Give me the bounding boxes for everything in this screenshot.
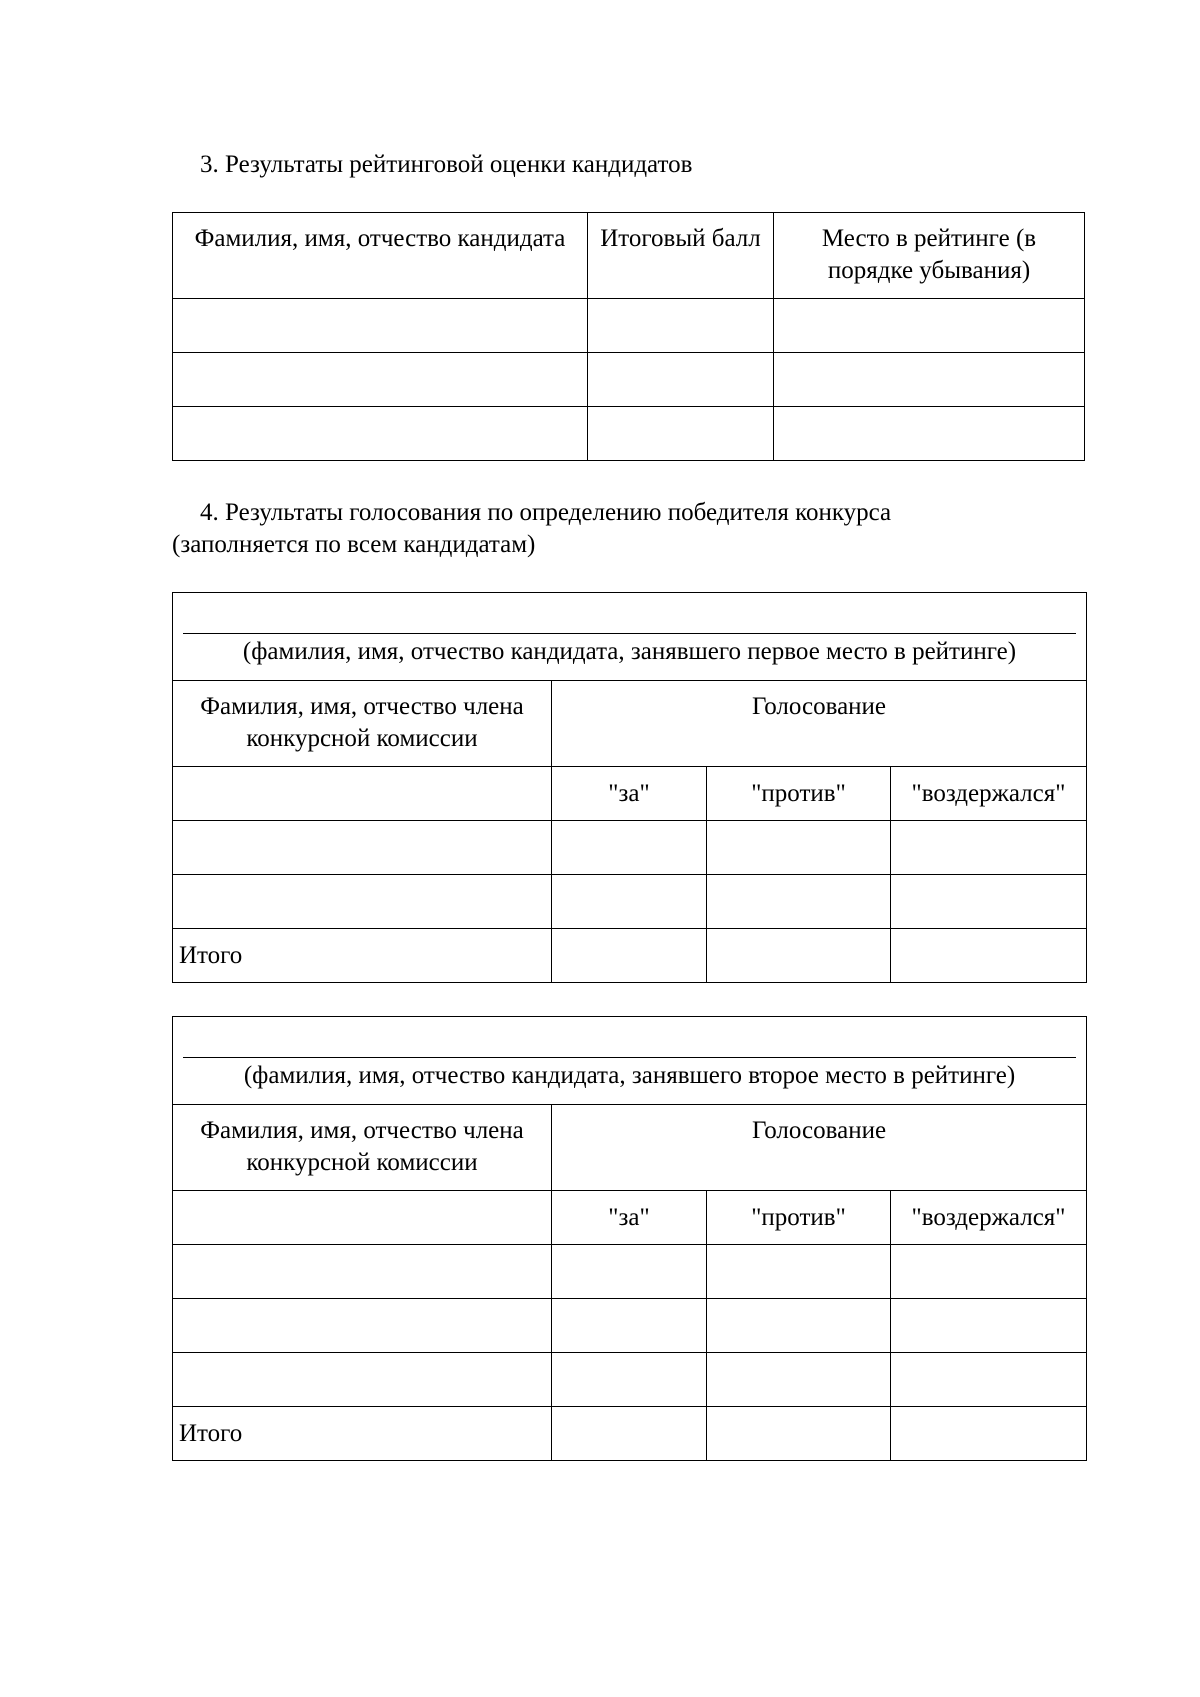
total-row: [173, 1407, 1087, 1461]
vote-option-against: "против": [707, 1191, 891, 1245]
voting-table-first-place: [172, 592, 1087, 983]
table-cell[interactable]: [552, 1407, 707, 1461]
column-header-candidate-name: Фамилия, имя, отчество кандидата: [173, 213, 588, 299]
section-4-title-line1: 4. Результаты голосования по определению победителя конкурса: [200, 499, 892, 526]
table-cell[interactable]: [707, 1245, 891, 1299]
voting-table-header: [173, 681, 1087, 767]
vote-options-row: [173, 767, 1087, 821]
table-cell[interactable]: [552, 1245, 707, 1299]
table-row: [173, 875, 1087, 929]
table-cell[interactable]: [588, 299, 774, 353]
rating-table-header: [173, 213, 1085, 299]
table-row: [173, 821, 1087, 875]
table-cell[interactable]: [173, 1299, 552, 1353]
table-cell[interactable]: [707, 1353, 891, 1407]
column-header-member-name: Фамилия, имя, отчество члена конкурсной комиссии: [173, 1105, 552, 1191]
vote-options-row: [173, 1191, 1087, 1245]
table-cell[interactable]: [173, 875, 552, 929]
table-cell[interactable]: [707, 821, 891, 875]
vote-option-against: "против": [707, 767, 891, 821]
table-cell[interactable]: [552, 821, 707, 875]
table-cell[interactable]: [173, 767, 552, 821]
voting-table-header: [173, 1105, 1087, 1191]
candidate-caption: (фамилия, имя, отчество кандидата, занявшего первое место в рейтинге): [183, 633, 1076, 668]
rating-table: [172, 212, 1085, 461]
table-cell[interactable]: [552, 1353, 707, 1407]
table-cell[interactable]: [891, 875, 1087, 929]
column-header-member-name: Фамилия, имя, отчество члена конкурсной комиссии: [173, 681, 552, 767]
table-cell[interactable]: [173, 1191, 552, 1245]
candidate-name-field[interactable]: [173, 1017, 1087, 1105]
table-cell[interactable]: [173, 299, 588, 353]
section-3-title: 3. Результаты рейтинговой оценки кандидатов: [200, 151, 693, 178]
vote-option-for: "за": [552, 1191, 707, 1245]
table-cell[interactable]: [891, 1407, 1087, 1461]
column-header-voting: Голосование: [552, 681, 1087, 767]
total-label: Итого: [173, 929, 552, 983]
candidate-name-field[interactable]: [173, 593, 1087, 681]
vote-option-abstained: "воздержался": [891, 1191, 1087, 1245]
section-4-title-line2: (заполняется по всем кандидатам): [172, 531, 536, 558]
table-cell[interactable]: [774, 299, 1085, 353]
table-row: [173, 1245, 1087, 1299]
candidate-row: [173, 1017, 1087, 1105]
table-row: [173, 1299, 1087, 1353]
column-header-rating-place: Место в рейтинге (в порядке убывания): [774, 213, 1085, 299]
table-cell[interactable]: [588, 407, 774, 461]
section-4-title: [172, 497, 1032, 561]
table-cell[interactable]: [774, 407, 1085, 461]
table-cell[interactable]: [173, 353, 588, 407]
table-cell[interactable]: [552, 875, 707, 929]
table-cell[interactable]: [891, 1299, 1087, 1353]
column-header-voting: Голосование: [552, 1105, 1087, 1191]
table-cell[interactable]: [891, 821, 1087, 875]
vote-option-abstained: "воздержался": [891, 767, 1087, 821]
table-row: [173, 407, 1085, 461]
table-cell[interactable]: [891, 929, 1087, 983]
table-cell[interactable]: [588, 353, 774, 407]
table-cell[interactable]: [707, 1407, 891, 1461]
table-row: [173, 353, 1085, 407]
table-cell[interactable]: [173, 821, 552, 875]
column-header-total-score: Итоговый балл: [588, 213, 774, 299]
table-cell[interactable]: [891, 1353, 1087, 1407]
table-cell[interactable]: [552, 929, 707, 983]
table-cell[interactable]: [891, 1245, 1087, 1299]
table-cell[interactable]: [173, 1353, 552, 1407]
total-label: Итого: [173, 1407, 552, 1461]
total-row: [173, 929, 1087, 983]
table-cell[interactable]: [707, 929, 891, 983]
table-cell[interactable]: [774, 353, 1085, 407]
candidate-row: [173, 593, 1087, 681]
table-cell[interactable]: [707, 1299, 891, 1353]
table-cell[interactable]: [707, 875, 891, 929]
voting-table-second-place: [172, 1016, 1087, 1461]
table-row: [173, 299, 1085, 353]
table-cell[interactable]: [552, 1299, 707, 1353]
table-row: [173, 1353, 1087, 1407]
table-cell[interactable]: [173, 407, 588, 461]
table-cell[interactable]: [173, 1245, 552, 1299]
vote-option-for: "за": [552, 767, 707, 821]
candidate-caption: (фамилия, имя, отчество кандидата, занявшего второе место в рейтинге): [183, 1057, 1076, 1092]
